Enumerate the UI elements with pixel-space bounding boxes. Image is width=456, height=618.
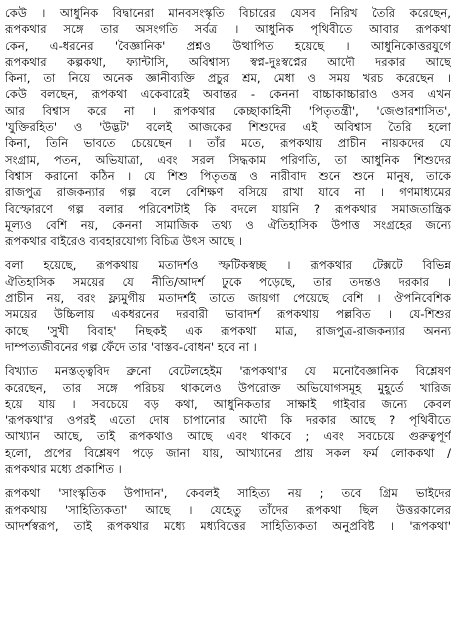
text-line: বিখ্যাত মনস্তত্ত্ববিদ ব্রুনো বেটেলহেইম 'রূপকথা'র যে মনোবৈজ্ঞানিক বিশ্লেষণ: [5, 364, 451, 379]
text-line: হলো, প্রপের বিশ্লেষণ পড়ে জানা যায়, আখ্যানের প্রায় সকল ফর্ম লোককথা /: [5, 445, 451, 460]
text-line: কেউ । আধুনিক বিদ্বানেরা মানবসংস্কৃতি বিচারের যেসব নিরিখ তৈরি করেছেন,: [5, 6, 451, 20]
paragraph-2: [5, 257, 451, 355]
text-line: রূপকথার বাইরেও ব্যবহারযোগ্য বিচিত্র উৎস আছে ।: [5, 234, 243, 249]
text-line: 'যুক্তিরহিত' ও 'উদ্ভট' বলেই আজকের শিশুদের এই অবিশ্বাস তৈরি হলো: [5, 120, 451, 135]
text-line: রূপকথা 'সাংস্কৃতিক উপাদান', কেবলই সাহিত্য নয় ; তবে গ্রিম ভাইদের: [5, 486, 451, 501]
text-line: আখ্যান আছে, তাই রূপকথাও আছে এবং থাকবে ; এবং সবচেয়ে গুরুত্বপূর্ণ: [5, 429, 451, 444]
text-line: দাম্পত্যজীবনের গল্প ফেঁদে তার 'বাস্তব-বোধন' হবে না ।: [5, 339, 257, 354]
text-line: সংগ্রাম, পতন, অভিযাত্রা, এবং সরল সিদ্ধকাম পরিণতি, তা আধুনিক শিশুদের: [5, 152, 451, 167]
text-line: প্রাচীন নয়, বরং ফ্ল্যমুগীয় মতাদর্শই তাতে জায়গা পেয়েছে বেশি । ঔপনিবেশিক: [5, 291, 451, 306]
text-line: বিস্ফোরণে গল্প বলার পরিবেশটাই কি বদলে যায়নি ? রূপকথার সমাজতান্ত্রিক: [5, 201, 451, 216]
text-line: রূপকথার মধ্যে প্রকাশিত ।: [5, 462, 122, 477]
text-line: বলা হয়েছে, রূপকথায় মতাদর্শও স্ফটিকস্বচ্ছ । রূপকথার টেক্সটে বিভিন্ন: [5, 258, 451, 273]
text-line: আর বিশ্বাস করে না । রূপকথার কেচ্ছাকাহিনী 'পিতৃতন্ত্রী', 'জেণ্ডারশাসিত',: [5, 103, 451, 118]
paragraph-4: [5, 485, 451, 534]
paragraph-3: [5, 363, 451, 477]
text-line: মূল্যও বেশি নয়, কেননা সামাজিক তথ্য ও ঐতিহাসিক উপাত্ত সংগ্রহের জন্যে: [5, 217, 451, 232]
text-line: রূপকথায় 'সাহিত্যিকতা' আছে । যেহেতু তাঁদের রূপকথা ছিল উত্তরকালের: [5, 502, 451, 517]
text-line: রূপকথার সঙ্গে তার অসংগতি সর্বত্র । আধুনিক পৃথিবীতে আবার রূপকথা: [5, 22, 451, 37]
text-line: কাছে 'সুখী বিবাহ' নিছকই এক রূপকথা মাত্র, রাজপুত্র-রাজকন্যার অনন্য: [5, 323, 451, 338]
text-line: কেউ বলছেন, রূপকথা একেবারেই অবান্তর - কেননা বাচ্চাকাচ্চারাও ওসব এখন: [5, 87, 451, 102]
paragraph-1: [5, 5, 451, 249]
text-line: করেছেন, তার সঙ্গে পরিচয় থাকলেও উপরোক্ত অভিযোগসমূহ মুহূর্তে খারিজ: [5, 380, 451, 395]
text-line: আদর্শস্বরূপ, তাই রূপকথার মধ্যে মধ্যবিত্তের সাহিত্যিকতা অনুপ্রবিষ্ট । 'রূপকথা': [5, 518, 451, 533]
text-line: বিশ্বাস করানো কঠিন । যে শিশু পিতৃতন্ত্র ও নারীবাদ শুনে শুনে মানুষ, তাকে: [5, 168, 451, 183]
text-line: 'রূপকথা'র ওপরই এতো দোষ চাপানোর আদৌ কি দরকার আছে ? পৃথিবীতে: [5, 413, 451, 428]
text-line: কিনা, তিনি ভাবতে চেয়েছেন । তাঁর মতে, রূপকথায় প্রাচীন নায়কদের যে: [5, 136, 451, 151]
text-line: কেন, এ-ধরনের 'বৈজ্ঞানিক' প্রশ্নও উত্থাপিত হয়েছে । আধুনিকোত্তরযুগে: [5, 38, 451, 53]
text-line: হয়ে যায় । সবচেয়ে বড় কথা, আধুনিকতার সাক্ষাই গাইবার জন্যে কেবল: [5, 396, 451, 411]
text-line: সময়ের উচ্চিলায় একধরনের দরবারী ভাবাদর্শ রূপকথায় পল্লবিত । যে-শিশুর: [5, 307, 451, 322]
text-line: রাজপুত্র রাজকন্যার গল্প বলে বেশিক্ষণ বসিয়ে রাখা যাবে না । গণমাধ্যমের: [5, 185, 451, 200]
text-line: কিনা, তা নিয়ে অনেক জ্ঞানীব্যক্তি প্রচুর শ্রম, মেধা ও সময় খরচ করেছেন ।: [5, 71, 451, 86]
text-line: রূপকথার কল্পকথা, ফ্যান্টাসি, অবিশ্বাস্য স্বপ্ন-দুঃস্বপ্নের আদৌ দরকার আছে: [5, 54, 451, 69]
text-line: ঐতিহাসিক সময়ের যে নীতি/আদর্শ ঢুকে পড়েছে, তার তদন্তও দরকার ।: [5, 274, 451, 289]
